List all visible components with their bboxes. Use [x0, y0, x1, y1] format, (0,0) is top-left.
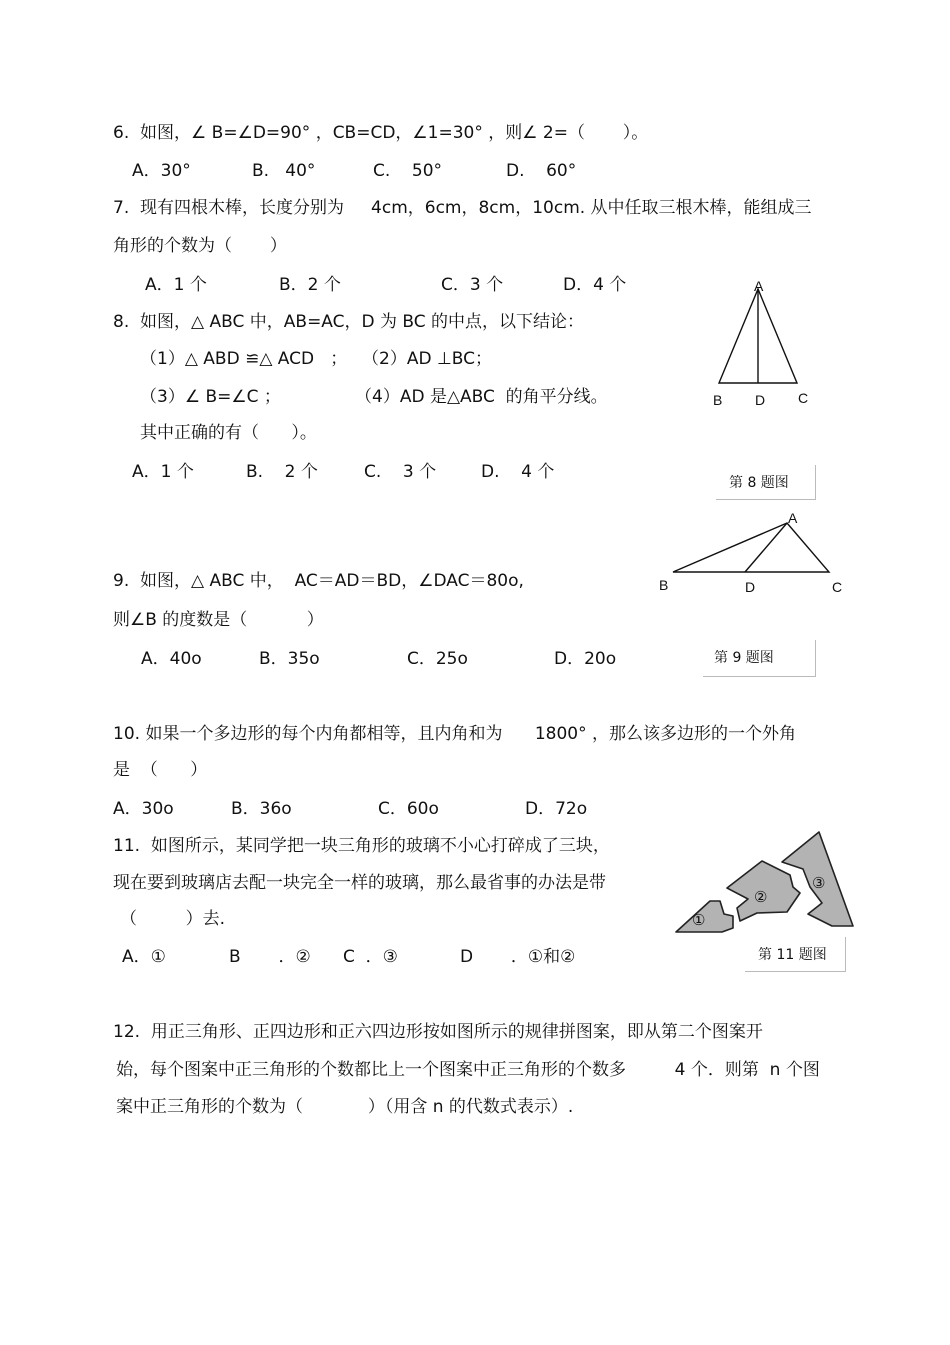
q12-line1: 12. 用正三角形、正四边形和正六四边形按如图所示的规律拼图案，即从第二个图案开: [113, 1022, 763, 1042]
q8-caption: 第 8 题图: [729, 475, 789, 491]
q11-stem-line2: 现在要到玻璃店去配一块完全一样的玻璃，那么最省事的办法是带: [113, 873, 606, 893]
q8-option-d: D. 4 个: [481, 462, 555, 482]
q11-stem-line1: 11. 如图所示，某同学把一块三角形的玻璃不小心打碎成了三块，: [113, 836, 610, 856]
q9-label-a: A: [788, 510, 798, 526]
q9-label-d: D: [745, 579, 756, 595]
q8-label-a: A: [754, 278, 764, 294]
q12-line3: 案中正三角形的个数为（ ）（用含 n 的代数式表示）.: [116, 1097, 574, 1117]
q10-option-c: C．60o: [378, 799, 439, 819]
q8-ask: 其中正确的有（ ）。: [140, 423, 317, 443]
q9-option-c: C．25o: [407, 649, 468, 669]
q8-item-1: （1）△ ABD ≌△ ACD ；: [140, 349, 348, 369]
q9-label-c: C: [832, 579, 843, 595]
q12-line2: 始，每个图案中正三角形的个数都比上一个图案中正三角形的个数多 4 个．则第 n 个图: [116, 1060, 820, 1080]
q8-label-b: B: [713, 392, 723, 408]
q8-label-d: D: [755, 392, 766, 408]
q8-item-4: （4）AD 是△ABC 的角平分线。: [355, 387, 608, 407]
q8-item-2: （2）AD ⊥BC；: [362, 349, 492, 369]
q11-option-b: B ．②: [229, 947, 311, 967]
q9-label-b: B: [659, 577, 669, 593]
q8-label-c: C: [798, 390, 809, 406]
q8-option-a: A．1 个: [132, 462, 194, 482]
q6-option-c: C. 50°: [373, 161, 443, 181]
q9-option-a: A．40o: [141, 649, 202, 669]
q7-stem-line1: 7. 现有四根木棒，长度分别为 4cm，6cm，8cm，10cm. 从中任取三根木棒，能组成三: [113, 198, 812, 218]
q7-option-b: B．2 个: [279, 275, 341, 295]
q11-piece-2-label: ②: [754, 889, 768, 906]
q6-option-d: D. 60°: [506, 161, 577, 181]
q8-stem: 8. 如图，△ ABC 中，AB=AC，D 为 BC 的中点，以下结论：: [113, 312, 585, 332]
q6-option-a: A．30°: [132, 161, 191, 181]
q6-option-b: B. 40°: [252, 161, 316, 181]
q11-option-a: A．①: [122, 947, 166, 967]
q9-stem-line1: 9. 如图，△ ABC 中， AC＝AD＝BD，∠DAC＝80o,: [113, 571, 524, 591]
q9-option-b: B．35o: [259, 649, 320, 669]
q11-piece-3-label: ③: [812, 875, 826, 892]
q8-option-c: C. 3 个: [364, 462, 437, 482]
q9-caption: 第 9 题图: [714, 650, 774, 666]
q11-option-d: D ．①和②: [460, 947, 576, 967]
q9-option-d: D．20o: [554, 649, 617, 669]
q8-item-3: （3）∠ B=∠C ；: [140, 387, 281, 407]
q10-stem-line1: 10. 如果一个多边形的每个内角都相等，且内角和为 1800° ，那么该多边形的一个外角: [113, 724, 797, 744]
q11-piece-1-label: ①: [692, 912, 706, 929]
q10-option-a: A．30o: [113, 799, 174, 819]
q11-stem-line3: （ ）去.: [120, 909, 226, 929]
q7-option-a: A．1 个: [145, 275, 207, 295]
q11-option-c: C ．③: [343, 947, 398, 967]
q6-stem: 6. 如图，∠ B=∠D=90° ，CB=CD，∠1=30° ，则∠ 2=（ ）。: [113, 123, 649, 143]
q8-option-b: B. 2 个: [246, 462, 318, 482]
q9-stem-line2: 则∠B 的度数是（ ）: [113, 610, 324, 630]
q10-stem-line2: 是 （ ）: [113, 760, 208, 780]
q7-option-d: D．4 个: [563, 275, 627, 295]
q7-stem-line2: 角形的个数为（ ）: [113, 236, 287, 256]
q11-caption: 第 11 题图: [758, 947, 827, 963]
q10-option-d: D．72o: [525, 799, 588, 819]
q7-option-c: C．3 个: [441, 275, 504, 295]
q10-option-b: B．36o: [231, 799, 292, 819]
